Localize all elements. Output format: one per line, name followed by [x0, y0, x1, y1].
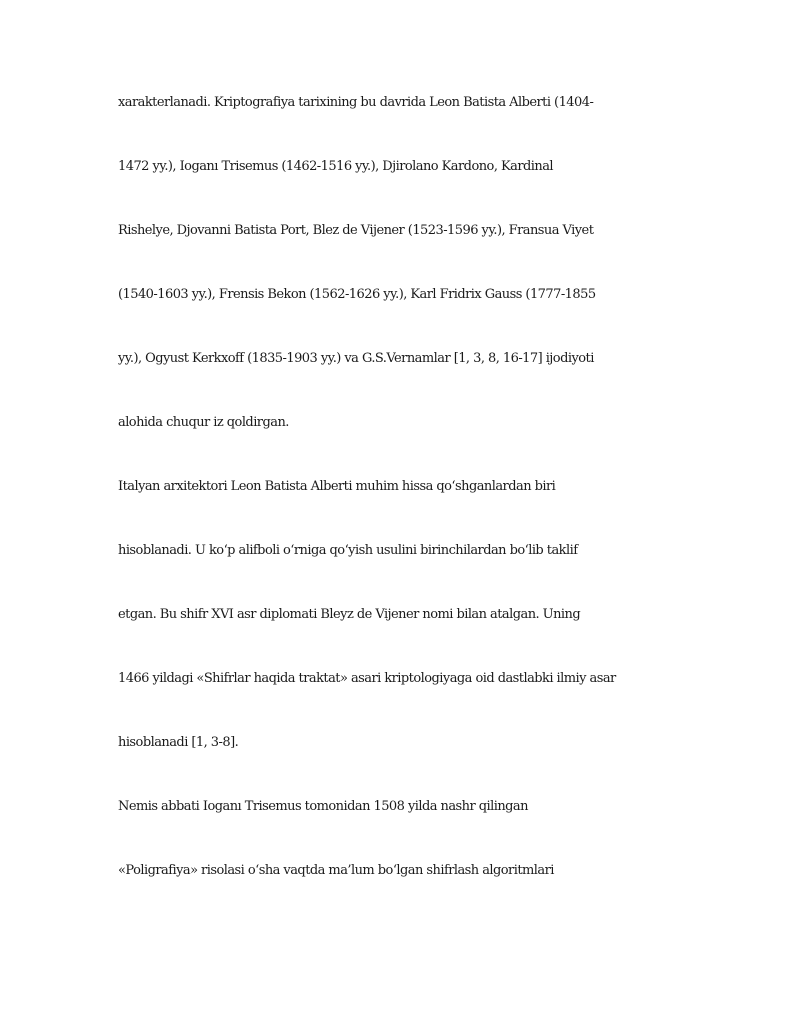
text-line: alohida chuqur iz qoldirgan. [118, 415, 289, 430]
text-line: (1540-1603 yy.), Frensis Bekon (1562-1626 yy.), Karl Fridrix Gauss (1777-1855 [118, 287, 596, 302]
text-line: etgan. Bu shifr XVI asr diplomati Bleyz de Vijener nomi bilan atalgan. Uning [118, 607, 581, 622]
text-line: 1466 yildagi «Shifrlar haqida traktat» asari kriptologiyaga oid dastlabki ilmiy asar [118, 671, 616, 686]
text-line: yy.), Ogyust Kerkxoff (1835-1903 yy.) va G.S.Vernamlar [1, 3, 8, 16-17] ijodiyoti [118, 351, 594, 366]
text-line: «Poligrafiya» risolasi o‘sha vaqtda ma’lum bo‘lgan shifrlash algoritmlari [118, 863, 554, 878]
text-line: hisoblanadi [1, 3-8]. [118, 735, 239, 750]
paragraph-start-line: Nemis abbati Ioganı Trisemus tomonidan 1508 yilda nashr qilingan [118, 799, 528, 814]
text-line: xarakterlanadi. Kriptografiya tarixining bu davrida Leon Batista Alberti (1404- [118, 95, 594, 110]
paragraph-start-line: Italyan arxitektori Leon Batista Alberti muhim hissa qo‘shganlardan biri [118, 479, 556, 494]
text-line: hisoblanadi. U ko‘p alifboli o‘rniga qo‘yish usulini birinchilardan bo‘lib taklif [118, 543, 578, 558]
text-line: 1472 yy.), Ioganı Trisemus (1462-1516 yy.), Djirolano Kardono, Kardinal [118, 159, 554, 174]
text-line: Rishelye, Djovanni Batista Port, Blez de Vijener (1523-1596 yy.), Fransua Viyet [118, 223, 594, 238]
